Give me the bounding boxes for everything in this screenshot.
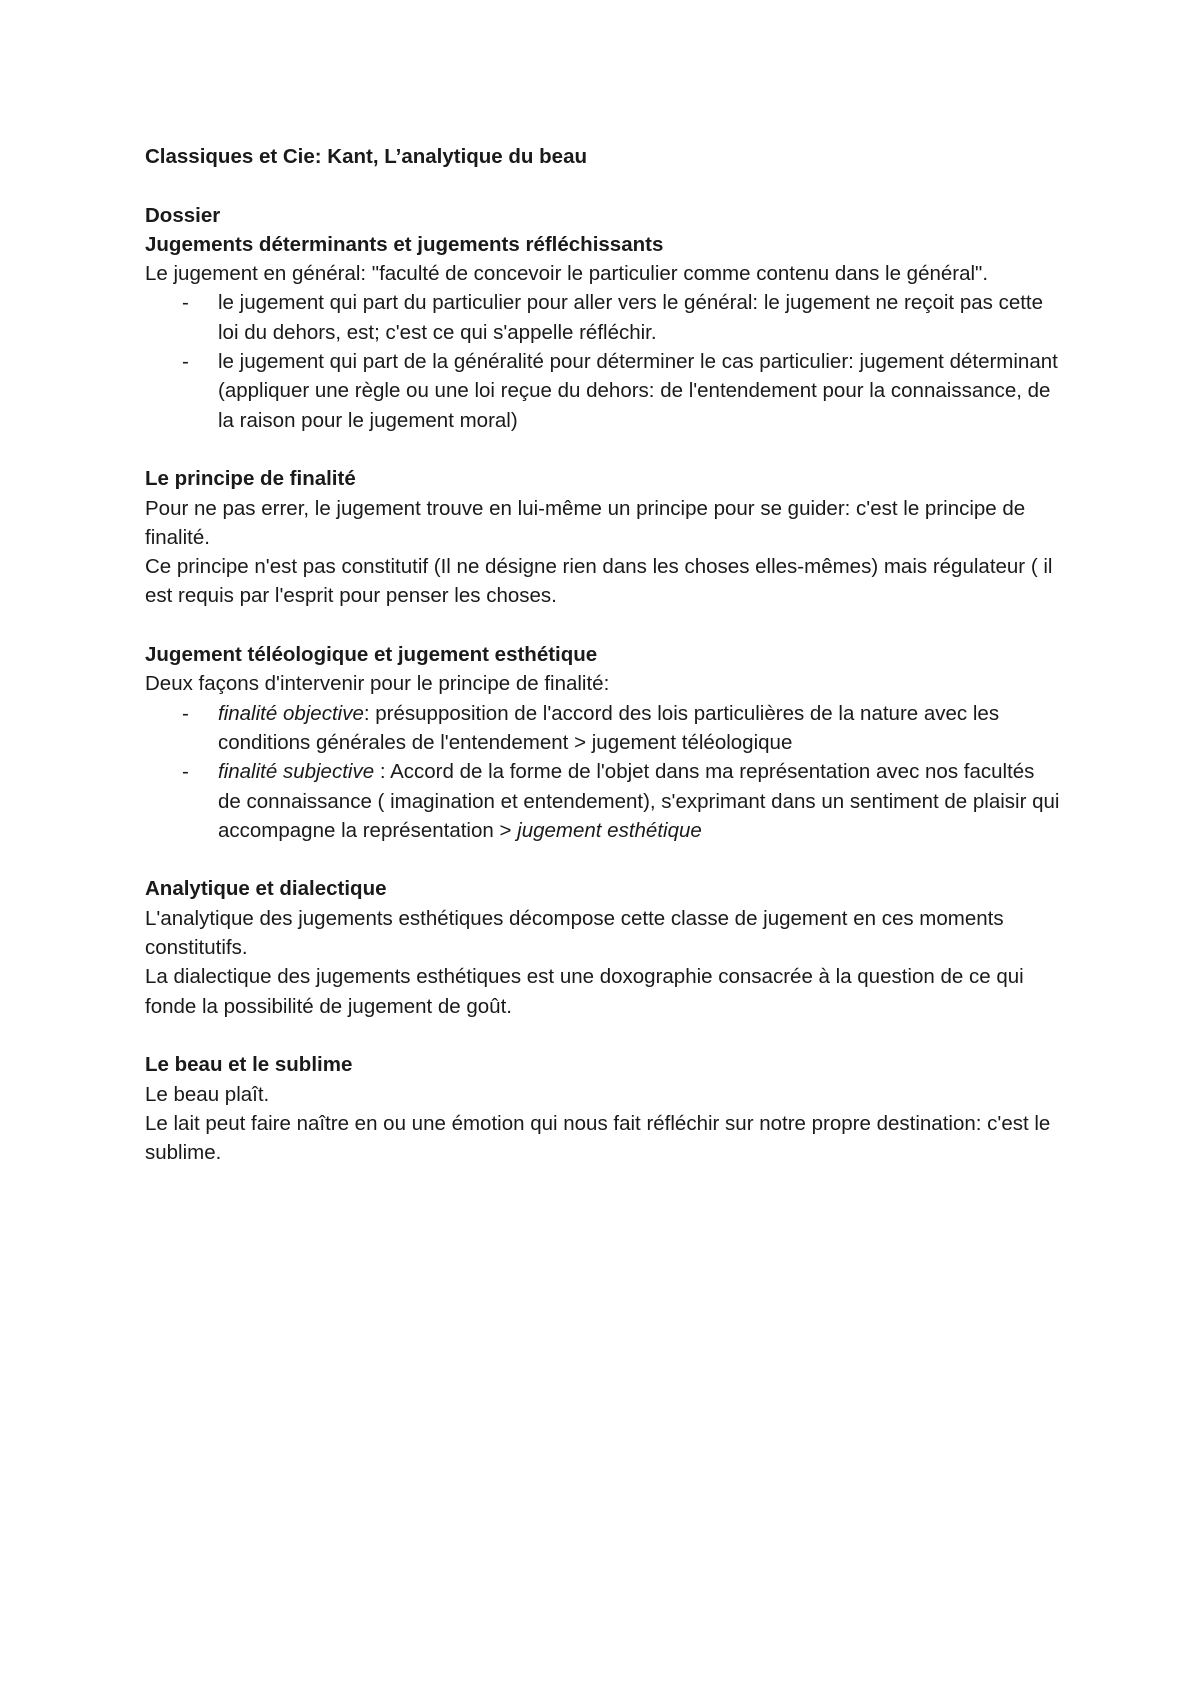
dash-bullet: - [182,760,189,784]
document-title: Classiques et Cie: Kant, L’analytique du beau [145,145,587,168]
list-item [182,699,1060,758]
section-heading-beau-sublime: Le beau et le sublime [145,1053,353,1077]
emphasis-term: finalité subjective [218,760,375,784]
dash-bullet: - [182,701,189,725]
list-item-text: le jugement qui part de la généralité pour déterminer le cas particulier: jugement déterminant (appliquer une règle ou une loi reçue du dehors: de l'entendement pour la connaissance, de la raison pour le jugement moral) [218,350,1058,432]
emphasis-term: finalité objective [218,701,364,725]
list-item [182,288,1060,347]
spacer [145,611,1060,640]
list-item [182,347,1060,435]
paragraph: Ce principe n'est pas constitutif (Il ne désigne rien dans les choses elles-mêmes) mais régulateur ( il est requis par l'esprit pour penser les choses. [145,555,1053,608]
paragraph: La dialectique des jugements esthétiques est une doxographie consacrée à la question de ce qui fonde la possibilité de jugement de goût. [145,965,1024,1018]
section-heading-jugements: Jugements déterminants et jugements réfléchissants [145,232,664,256]
spacer [145,435,1060,464]
bullet-list-finalite [145,699,1060,845]
bullet-list-jugements [145,288,1060,434]
section-heading-teleologique: Jugement téléologique et jugement esthétique [145,643,598,667]
paragraph: Pour ne pas errer, le jugement trouve en lui-même un principe pour se guider: c'est le principe de finalité. [145,496,1026,549]
spacer [145,845,1060,874]
dash-bullet: - [182,350,189,374]
list-item-text: le jugement qui part du particulier pour aller vers le général: le jugement ne reçoit pas cette loi du dehors, est; c'est ce qui s'appelle réfléchir. [218,291,1044,344]
paragraph: L'analytique des jugements esthétiques décompose cette classe de jugement en ces moments constitutifs. [145,906,1004,960]
dossier-label: Dossier [145,203,221,227]
emphasis-term-end: jugement esthétique [517,818,702,842]
spacer [145,171,1060,200]
list-item [182,757,1060,845]
section-intro-teleologique: Deux façons d'intervenir pour le principe de finalité: [145,672,610,696]
paragraph: Le beau plaît. [145,1082,270,1106]
spacer [145,1021,1060,1050]
list-item-text: : Accord de la forme de l'objet dans ma représentation avec nos facultés de connaissance ( imagination et entendement), s'exprimant dans un sentiment de plaisir qui accompagne la représentation > [218,760,1060,842]
section-heading-finalite: Le principe de finalité [145,467,356,491]
dash-bullet: - [182,291,189,315]
section-heading-analytique: Analytique et dialectique [145,877,387,901]
list-item-text: : présupposition de l'accord des lois particulières de la nature avec les conditions générales de l'entendement > jugement téléologique [218,701,1000,754]
paragraph: Le lait peut faire naître en ou une émotion qui nous fait réfléchir sur notre propre destination: c'est le sublime. [145,1111,1051,1165]
section-intro-jugements: Le jugement en général: "faculté de concevoir le particulier comme contenu dans le général". [145,262,989,286]
